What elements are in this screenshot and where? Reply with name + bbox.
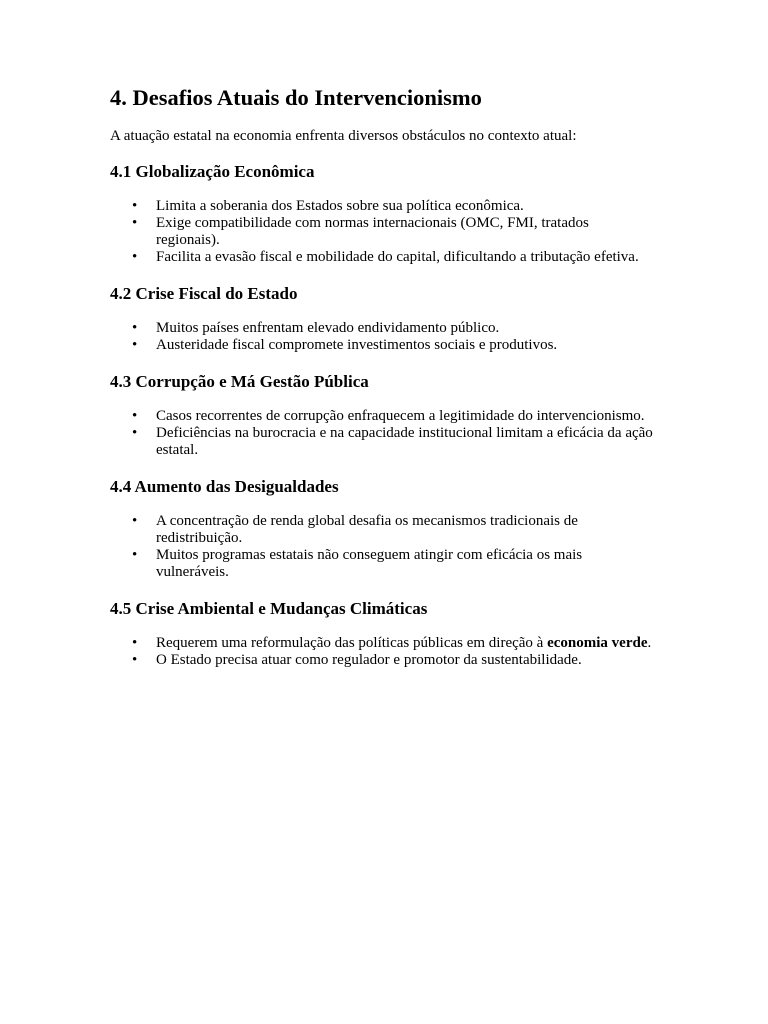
- section-heading: 4.4 Aumento das Desigualdades: [110, 477, 339, 496]
- section-heading: 4.2 Crise Fiscal do Estado: [110, 284, 298, 303]
- bullet-list: [110, 635, 655, 669]
- section-heading: 4.3 Corrupção e Má Gestão Pública: [110, 372, 369, 391]
- section-4-3: [110, 372, 655, 459]
- bullet-list: [110, 513, 655, 581]
- section-4-2: [110, 284, 655, 354]
- list-item-text: Deficiências na burocracia e na capacidade institucional limitam a eficácia da ação estatal.: [156, 425, 653, 458]
- section-4-5: [110, 599, 655, 669]
- bullet-list: [110, 408, 655, 459]
- list-item: [132, 652, 655, 669]
- list-item-text-end: .: [647, 635, 652, 651]
- bullet-icon: •: [132, 635, 138, 651]
- document-page: [110, 84, 655, 687]
- bullet-icon: •: [132, 425, 138, 441]
- list-item: [132, 425, 655, 459]
- bullet-icon: •: [132, 547, 138, 563]
- list-item: [132, 215, 655, 249]
- bullet-icon: •: [132, 198, 138, 214]
- section-4-1: [110, 162, 655, 266]
- bullet-icon: •: [132, 408, 138, 424]
- list-item: [132, 249, 655, 266]
- list-item-text: Muitos programas estatais não conseguem atingir com eficácia os mais vulneráveis.: [156, 547, 583, 580]
- section-4-4: [110, 477, 655, 581]
- list-item-text: Muitos países enfrentam elevado endividamento público.: [156, 320, 500, 336]
- list-item-text: Exige compatibilidade com normas internacionais (OMC, FMI, tratados regionais).: [156, 215, 589, 248]
- bullet-list: [110, 320, 655, 354]
- emphasis-economia-verde: economia verde: [547, 635, 648, 651]
- bullet-icon: •: [132, 215, 138, 231]
- list-item: [132, 408, 655, 425]
- list-item: [132, 635, 655, 652]
- bullet-icon: •: [132, 652, 138, 668]
- bullet-list: [110, 198, 655, 266]
- page-title: 4. Desafios Atuais do Intervencionismo: [110, 85, 482, 110]
- section-heading: 4.5 Crise Ambiental e Mudanças Climáticas: [110, 599, 428, 618]
- list-item: [132, 547, 655, 581]
- list-item: [132, 320, 655, 337]
- list-item-text-start: Requerem uma reformulação das políticas públicas em direção à: [156, 635, 548, 651]
- section-heading: 4.1 Globalização Econômica: [110, 162, 315, 181]
- bullet-icon: •: [132, 249, 138, 265]
- list-item-text: Austeridade fiscal compromete investimentos sociais e produtivos.: [156, 337, 558, 353]
- list-item-text: O Estado precisa atuar como regulador e promotor da sustentabilidade.: [156, 652, 582, 668]
- intro-paragraph: A atuação estatal na economia enfrenta diversos obstáculos no contexto atual:: [110, 128, 577, 144]
- list-item-text: Limita a soberania dos Estados sobre sua política econômica.: [156, 198, 524, 214]
- list-item: [132, 337, 655, 354]
- bullet-icon: •: [132, 320, 138, 336]
- bullet-icon: •: [132, 513, 138, 529]
- list-item: [132, 513, 655, 547]
- list-item-text: Casos recorrentes de corrupção enfraquecem a legitimidade do intervencionismo.: [156, 408, 645, 424]
- list-item-text: Facilita a evasão fiscal e mobilidade do capital, dificultando a tributação efetiva.: [156, 249, 639, 265]
- list-item-text: A concentração de renda global desafia os mecanismos tradicionais de redistribuição.: [156, 513, 578, 546]
- bullet-icon: •: [132, 337, 138, 353]
- list-item: [132, 198, 655, 215]
